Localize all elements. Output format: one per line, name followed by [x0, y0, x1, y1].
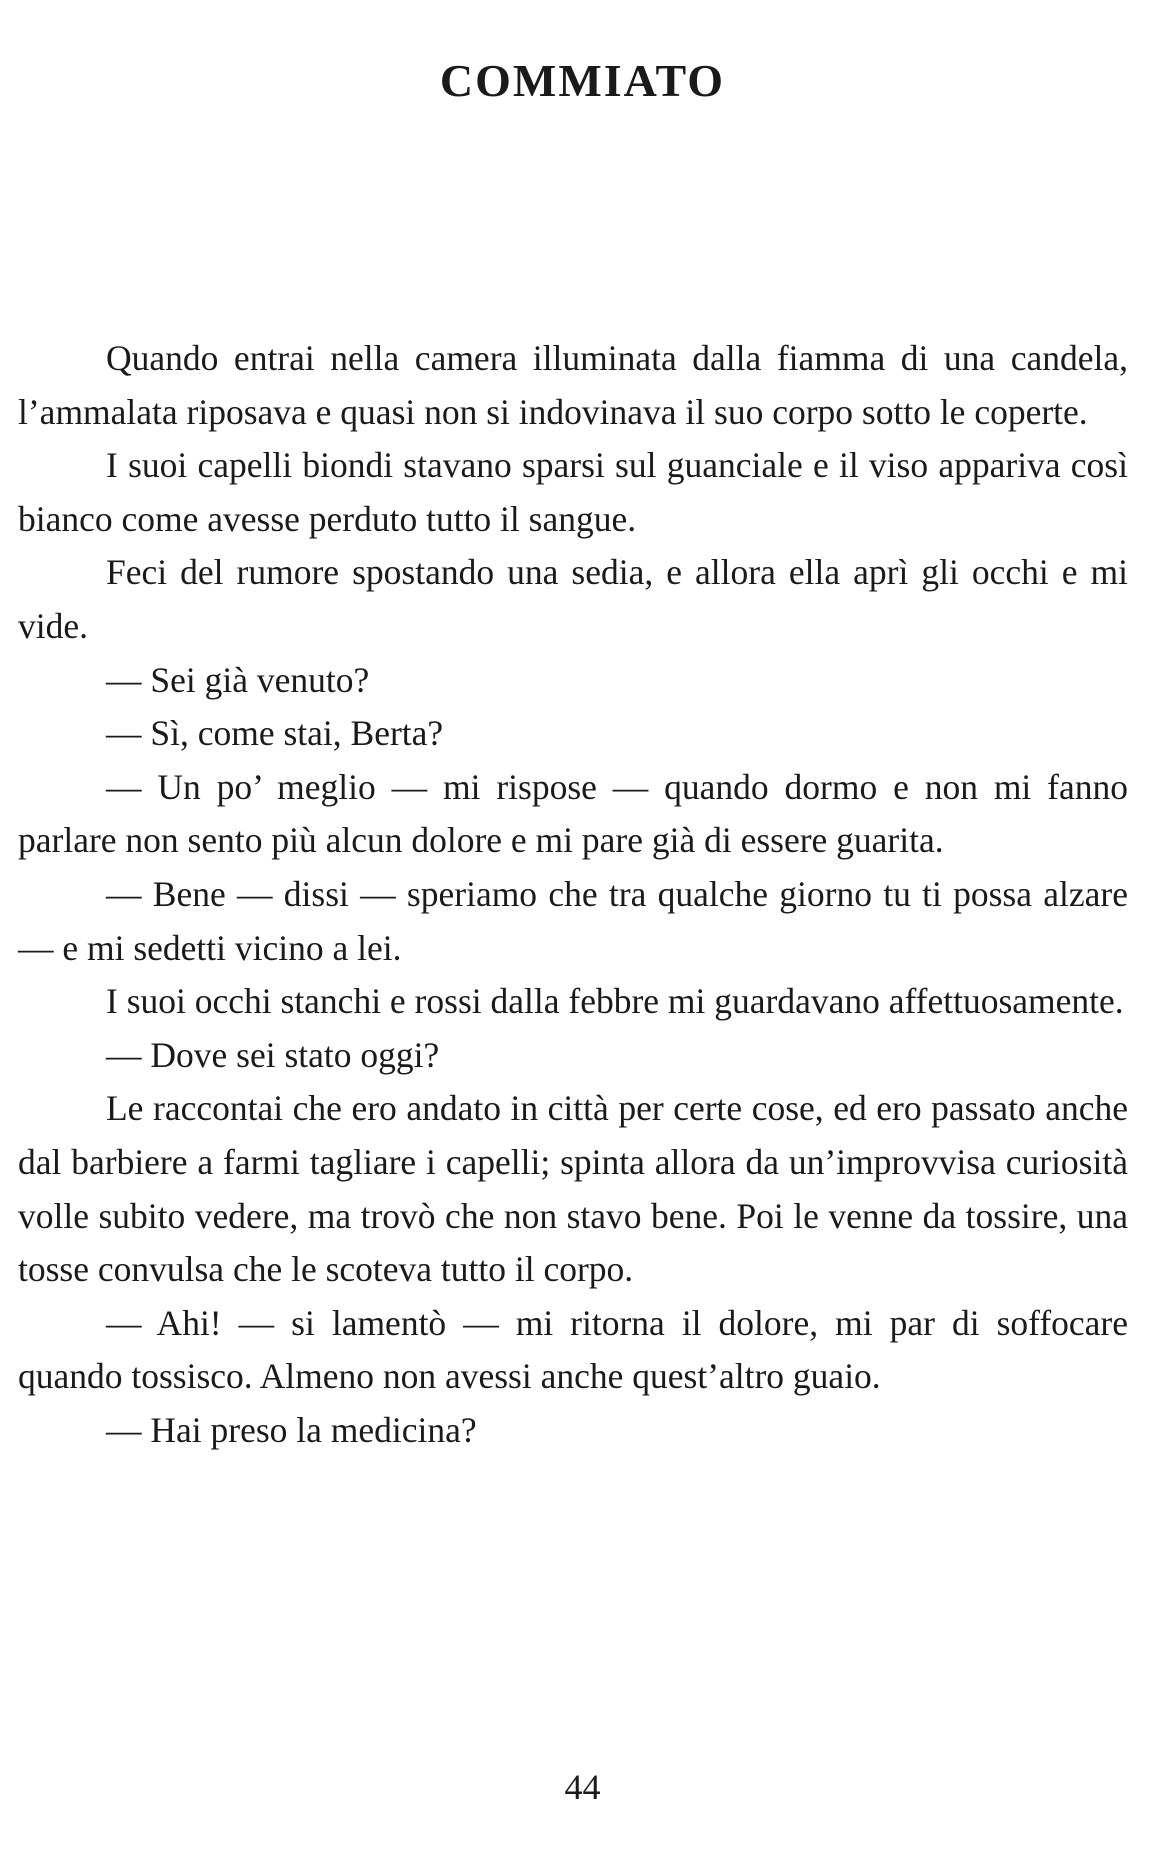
paragraph: I suoi capelli biondi stavano sparsi sul guanciale e il viso appariva così bianco come avesse perduto tutto il sangue. [18, 445, 1128, 539]
dialogue-line: — Bene — dissi — speriamo che tra qualche giorno tu ti possa alzare — e mi sedetti vicino a lei. [18, 873, 1128, 968]
dialogue-line: — Ahi! — si lamentò — mi ritorna il dolore, mi par di soffocare quando tossisco. Almeno non avessi anche quest’altro guaio. [18, 1302, 1128, 1397]
paragraph: Quando entrai nella camera illuminata dalla fiamma di una candela, l’ammalata riposava e quasi non si indovinava il suo corpo sotto le coperte. [18, 338, 1128, 432]
dialogue-line: — Sei già venuto? [106, 659, 370, 700]
dialogue-line: — Sì, come stai, Berta? [106, 713, 444, 754]
paragraph: I suoi occhi stanchi e rossi dalla febbre mi guardavano affettuosamente. [106, 981, 1124, 1022]
page-number: 44 [564, 1767, 601, 1807]
dialogue-line: — Hai preso la medicina? [106, 1409, 477, 1450]
page-title: COMMIATO [439, 54, 726, 106]
dialogue-line: — Dove sei stato oggi? [106, 1034, 440, 1075]
paragraph: Le raccontai che ero andato in città per certe cose, ed ero passato anche dal barbiere a farmi tagliare i capelli; spinta allora da un’improvvisa curiosità volle subito vedere, ma trovò che non stavo bene. Poi le venne da tossire, una tosse convulsa che le scoteva tutto il corpo. [18, 1088, 1128, 1290]
paragraph: Feci del rumore spostando una sedia, e allora ella aprì gli occhi e mi vide. [18, 552, 1128, 646]
body-text [18, 332, 1128, 1457]
dialogue-line: — Un po’ meglio — mi rispose — quando dormo e non mi fanno parlare non sento più alcun dolore e mi pare già di essere guarita. [18, 766, 1128, 861]
